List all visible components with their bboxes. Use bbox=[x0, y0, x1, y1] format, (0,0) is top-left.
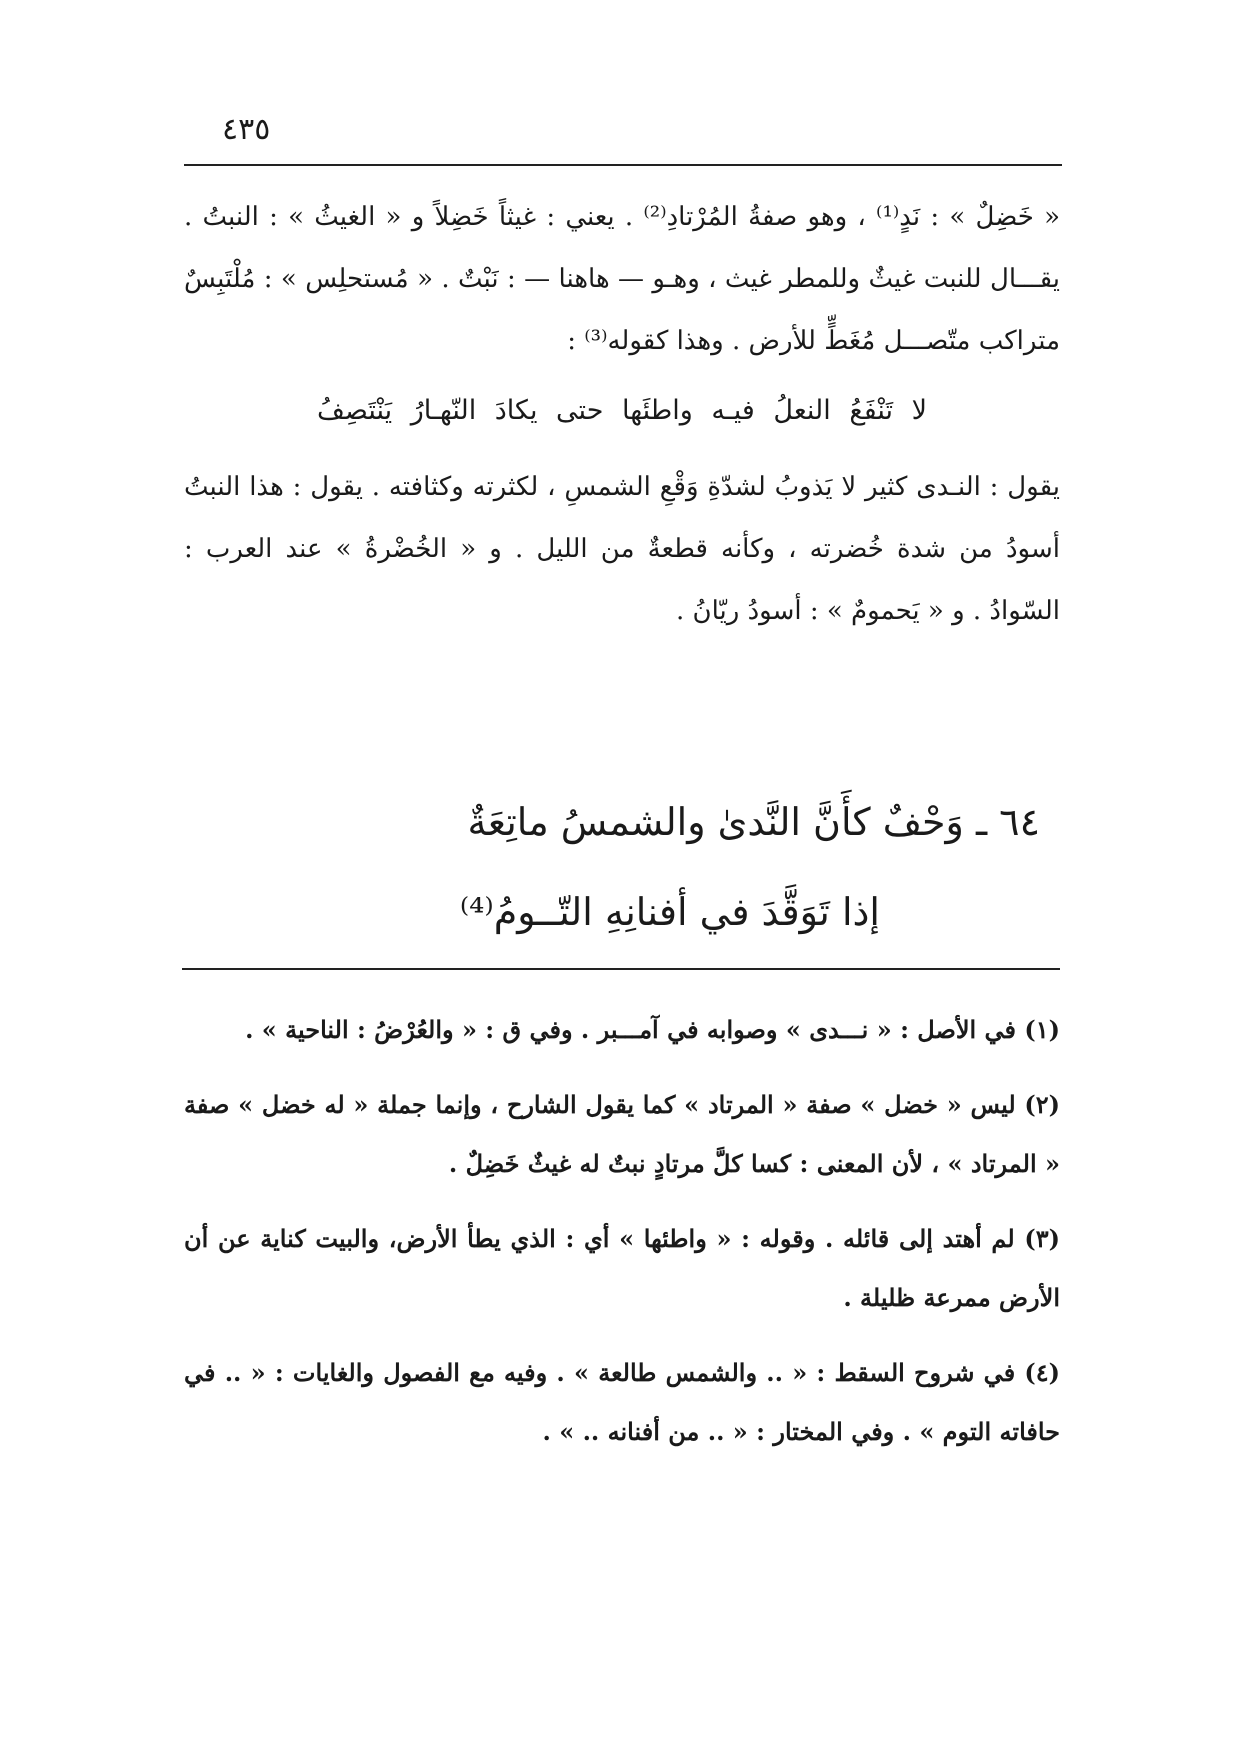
footnotes-divider bbox=[182, 968, 1060, 970]
verse-second-hemistich: إذا تَوَقَّدَ في أفنانِهِ التّــومُ⁽⁴⁾ bbox=[459, 890, 880, 934]
page-number: ٤٣٥ bbox=[222, 112, 271, 147]
commentary-paragraph: يقول : النـدى كثير لا يَذوبُ لشدّةِ وَقْعِ الشمسِ ، لكثرته وكثافته . يقول : هذا النبتُ أسودُ من شدة خُضرته ، وكأنه قطعةٌ من الليل . و « الخُضْرةُ » عند العرب : السّوادُ . و « يَحمومٌ » : أسودُ ريّانُ . bbox=[184, 472, 1060, 626]
verse-first-hemistich: ٦٤ ـ وَحْفٌ كأَنَّ النَّدىٰ والشمسُ ماتِعَةٌ bbox=[467, 800, 1040, 844]
header-divider bbox=[184, 164, 1062, 166]
footnote: (٣) لم أهتد إلى قائله . وقوله : « واطئها » أي : الذي يطأ الأرض، والبيت كناية عن أن الأرض ممرعة ظليلة . bbox=[184, 1224, 1060, 1312]
footnote: (١) في الأصل : « نـــدى » وصوابه في آمـــبر . وفي ق : « والعُرْضُ : الناحية » . bbox=[245, 1015, 1060, 1044]
footnotes bbox=[184, 1000, 1060, 1477]
commentary-paragraph: « خَضِلٌ » : نَدٍ⁽¹⁾ ، وهو صفةُ المُرْتادِ⁽²⁾ . يعني : غيثاً خَضِلاً و « الغيثُ » : النبتُ . يقـــال للنبت غيثٌ وللمطر غيث ، وهـو — هاهنا — : نَبْتٌ . « مُستحلِس » : مُلْتَبِسٌ متراكب متّصـــل مُغَطٍّ للأرض . وهذا كقوله⁽³⁾ : bbox=[184, 202, 1060, 356]
footnote: (٢) ليس « خضل » صفة « المرتاد » كما يقول الشارح ، وإنما جملة « له خضل » صفة « المرتاد » ، لأن المعنى : كسا كلَّ مرتادٍ نبتٌ له غيثٌ خَضِلٌ . bbox=[184, 1090, 1060, 1178]
footnote: (٤) في شروح السقط : « .. والشمس طالعة » . وفيه مع الفصول والغايات : « .. في حافاته التوم » . وفي المختار : « .. من أفنانه .. » . bbox=[184, 1358, 1060, 1446]
main-text bbox=[184, 186, 1060, 642]
quoted-verse: لا تَنْفَعُ النعلُ فيـه واطئَها حتى يكادَ النّهـارُ يَنْتَصِفُ bbox=[316, 395, 928, 426]
